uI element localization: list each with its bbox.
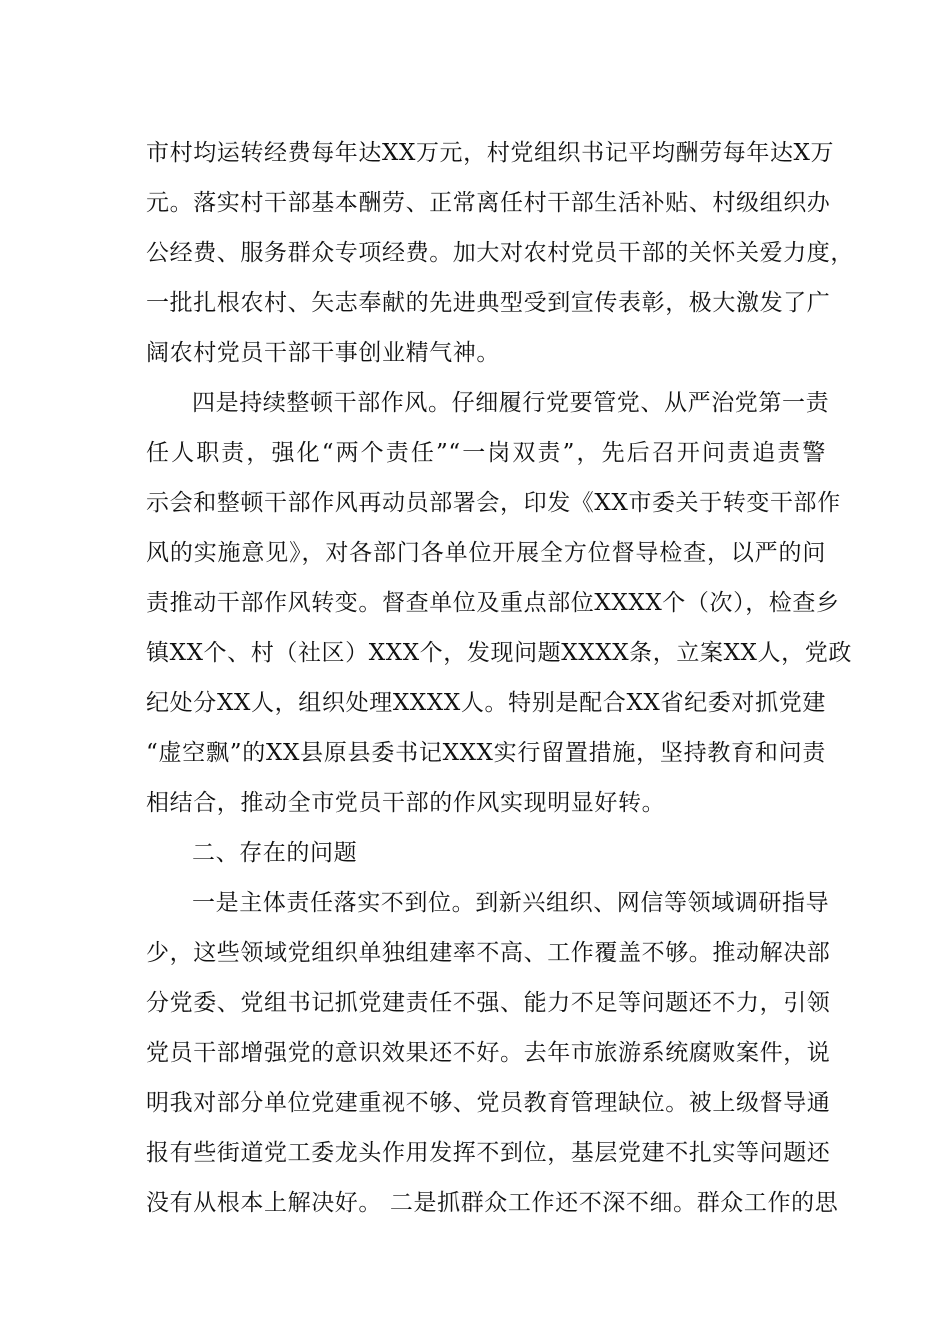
text-line: 一批扎根农村、矢志奉献的先进典型受到宣传表彰，极大激发了广 xyxy=(146,290,831,316)
text-line: 责推动干部作风转变。督查单位及重点部位XXXX个（次），检查乡 xyxy=(146,590,840,616)
text-line: 分党委、党组书记抓党建责任不强、能力不足等问题还不力，引领 xyxy=(146,990,831,1016)
text-line: 纪处分XX人，组织处理XXXX人。特别是配合XX省纪委对抓党建 xyxy=(146,690,826,716)
text-line: 示会和整顿干部作风再动员部署会，印发《XX市委关于转变干部作 xyxy=(146,490,841,516)
paragraph-first-line: 四是持续整顿干部作风。仔细履行党要管党、从严治党第一责 xyxy=(192,390,830,416)
paragraph-first-line: 一是主体责任落实不到位。到新兴组织、网信等领域调研指导 xyxy=(192,890,830,916)
text-line: “虚空飘”的XX县原县委书记XXX实行留置措施，坚持教育和问责 xyxy=(146,740,826,766)
text-line: 没有从根本上解决好。 二是抓群众工作还不深不细。群众工作的思 xyxy=(146,1190,839,1216)
text-line: 明我对部分单位党建重视不够、党员教育管理缺位。被上级督导通 xyxy=(146,1090,831,1116)
text-line: 元。落实村干部基本酬劳、正常离任村干部生活补贴、村级组织办 xyxy=(146,190,831,216)
text-line: 党员干部增强党的意识效果还不好。去年市旅游系统腐败案件，说 xyxy=(146,1040,831,1066)
document-body xyxy=(146,128,854,1228)
text-line: 公经费、服务群众专项经费。加大对农村党员干部的关怀关爱力度， xyxy=(146,240,854,266)
text-line: 报有些街道党工委龙头作用发挥不到位，基层党建不扎实等问题还 xyxy=(146,1140,831,1166)
text-line: 相结合，推动全市党员干部的作风实现明显好转。 xyxy=(146,790,666,816)
text-line: 市村均运转经费每年达XX万元，村党组织书记平均酬劳每年达X万 xyxy=(146,140,835,166)
section-heading: 二、存在的问题 xyxy=(192,840,358,866)
text-line: 风的实施意见》，对各部门各单位开展全方位督导检查，以严的问 xyxy=(146,540,826,566)
text-line: 阔农村党员干部干事创业精气神。 xyxy=(146,340,500,366)
text-line: 任人职责，强化“两个责任”“一岗双责”，先后召开问责追责警 xyxy=(146,440,826,466)
text-line: 少，这些领域党组织单独组建率不高、工作覆盖不够。推动解决部 xyxy=(146,940,831,966)
text-line: 镇XX个、村（社区）XXX个，发现问题XXXX条，立案XX人，党政 xyxy=(146,640,852,666)
